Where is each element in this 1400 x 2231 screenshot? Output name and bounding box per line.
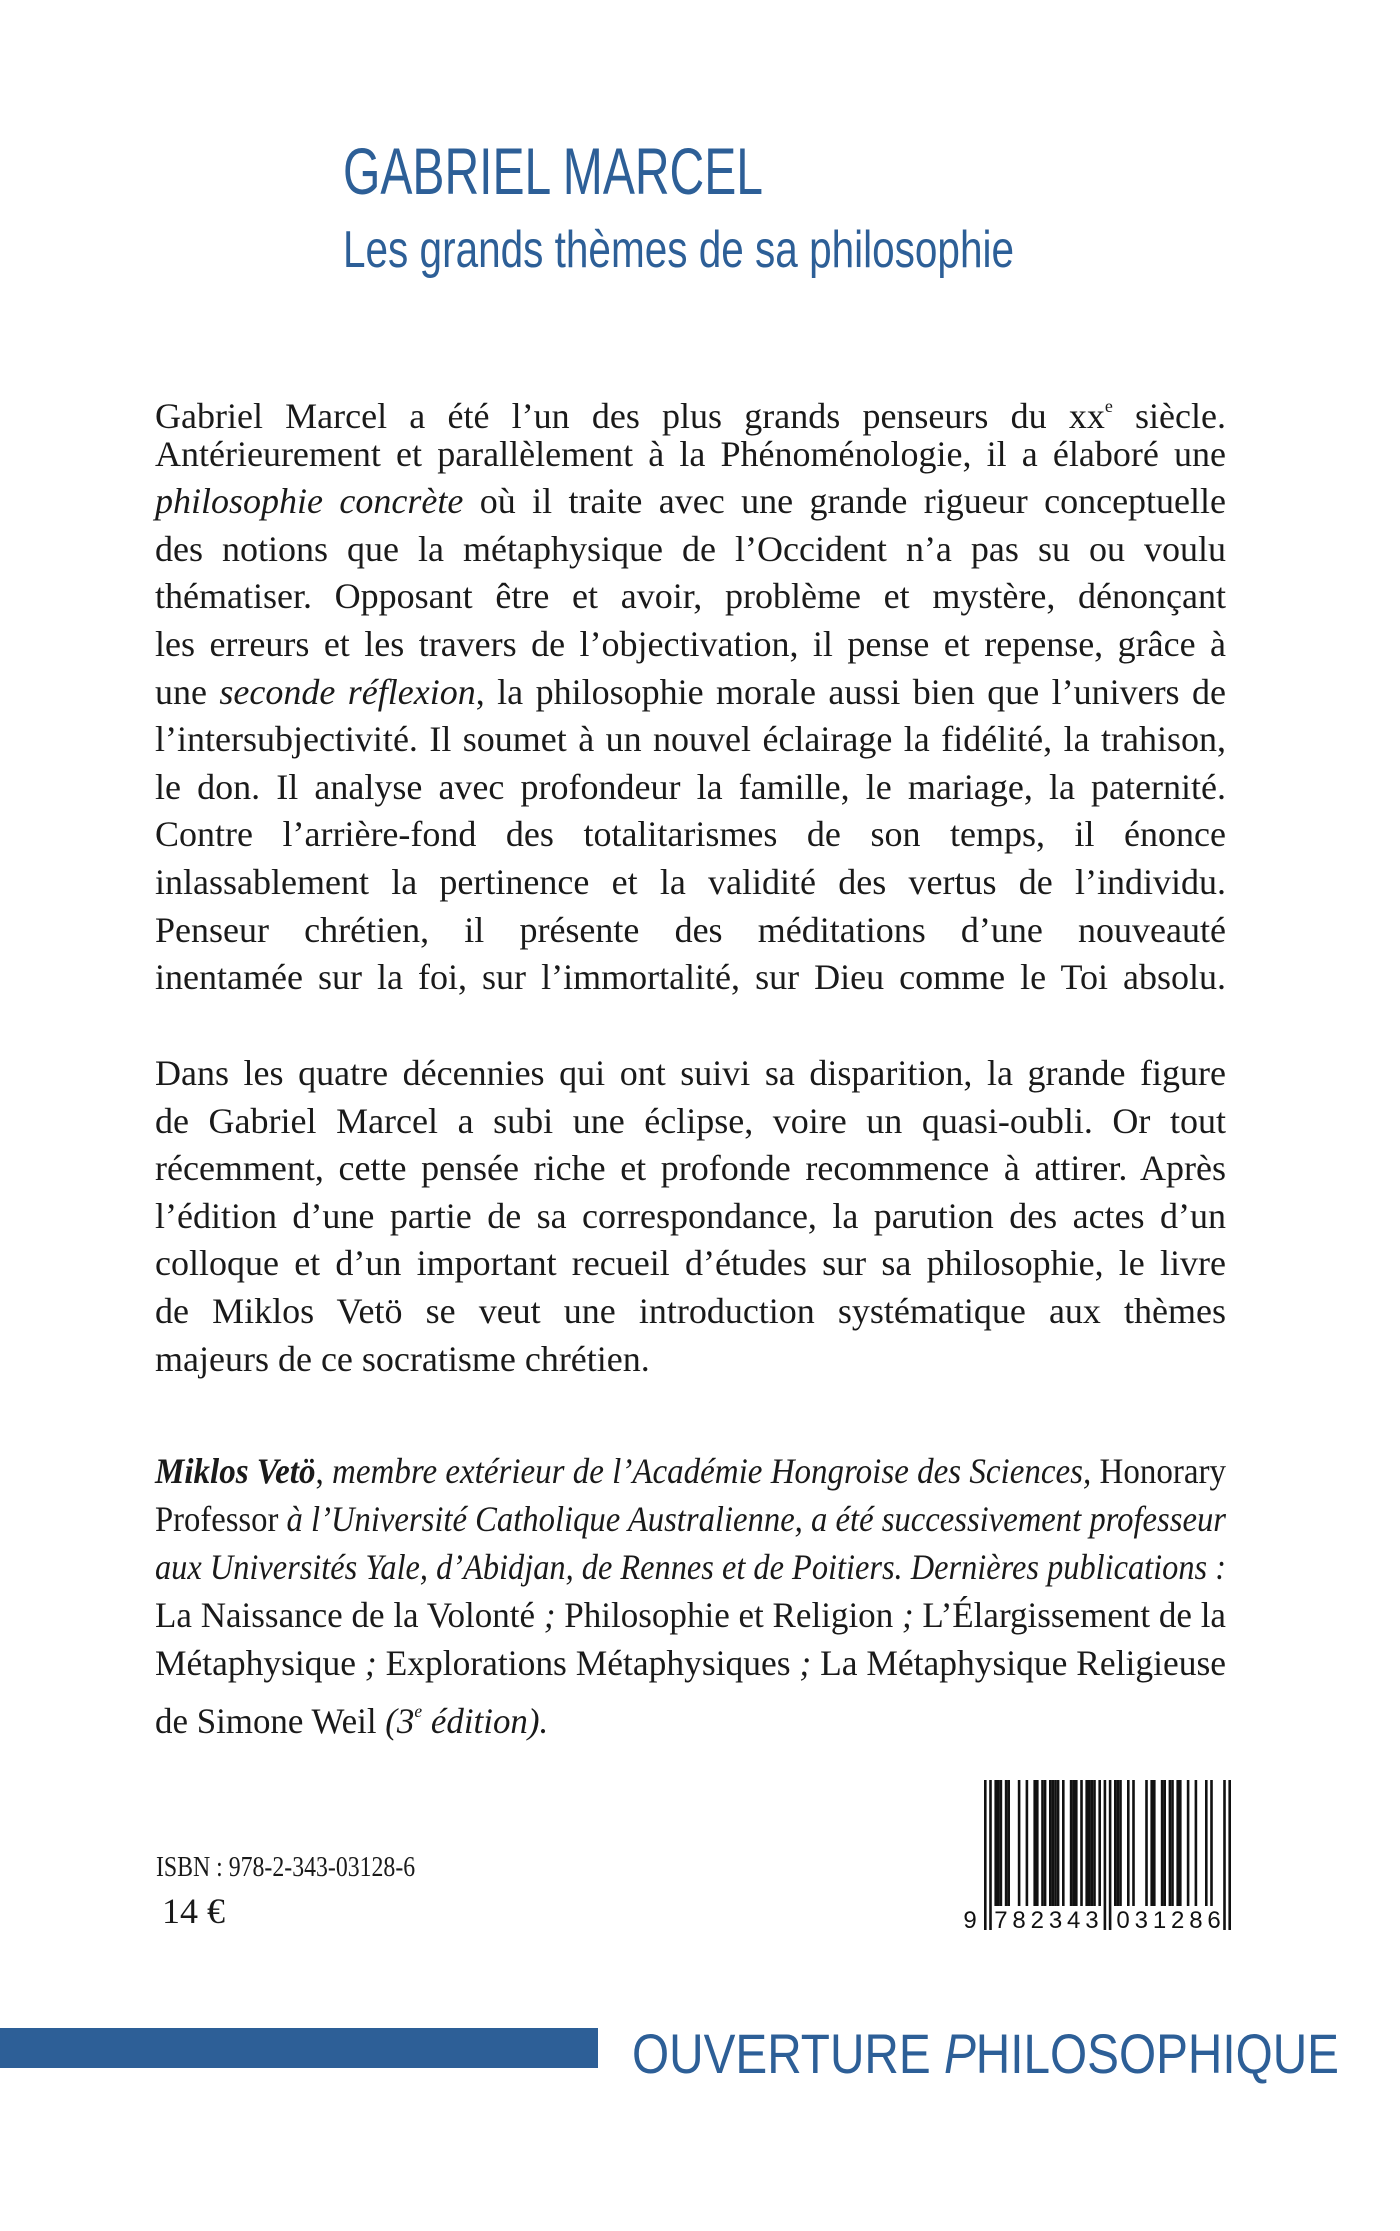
text-segment: inlassablement la pertinence et la validité des vertus de l’individu. [155,861,1226,902]
text-segment: Professor [155,1499,287,1539]
text-line-content [155,1145,1226,1193]
barcode-bar [1026,1780,1029,1906]
blurb-paragraph-2 [155,1050,1226,1383]
book-title: GABRIEL MARCEL [343,134,763,208]
text-line-content [155,621,1226,669]
barcode-bar [1117,1780,1120,1906]
text-segment: Penseur chrétien, il présente des méditations d’une nouveauté [155,909,1226,950]
barcode-bar [1070,1780,1073,1906]
barcode-bar [1093,1780,1096,1906]
text-line [155,1098,1226,1146]
barcode-bar [1005,1780,1008,1906]
text-line [155,1448,1226,1496]
barcode-bar [994,1780,997,1906]
text-line-content [155,1193,1226,1241]
barcode-bar [1161,1780,1164,1906]
text-segment: des notions que la métaphysique de l’Occident n’a pas su ou voulu [155,528,1226,569]
text-line [155,383,1226,437]
barcode-bar [1153,1780,1156,1906]
text-line [155,859,1226,907]
barcode-bar [1054,1780,1057,1906]
barcode-bar [1210,1780,1213,1906]
text-segment: de Gabriel Marcel a subi une éclipse, voire un quasi-oubli. Or tout [155,1100,1226,1141]
barcode-bar [1072,1780,1075,1906]
text-line-content [155,1640,1226,1688]
text-line-content [155,1050,1226,1098]
barcode-digit: 3 [1085,1907,1099,1934]
barcode-bar [1195,1780,1198,1906]
text-line-content [155,811,1226,859]
text-line-content [155,1688,548,1746]
text-segment: seconde réflexion [219,671,476,712]
text-segment: ; [799,1643,812,1683]
text-line-content [155,526,1226,574]
text-segment: où il traite avec une grande rigueur conceptuelle [463,481,1227,522]
barcode-digit: 6 [1207,1907,1221,1934]
text-line-content [155,1448,1226,1496]
text-segment: à l’Université Catholique Australienne, a été successivement professeur [286,1499,1226,1539]
barcode-bar [1049,1780,1052,1906]
price-text: 14 € [162,1891,225,1931]
barcode-bar [1104,1780,1107,1930]
text-segment: (3 [385,1701,415,1742]
text-line [155,573,1226,621]
text-segment: membre extérieur de l’Académie Hongroise des Sciences, [331,1451,1092,1491]
barcode-icon [962,1776,1252,1936]
barcode-bar [1171,1780,1174,1906]
barcode-bar [1187,1780,1190,1906]
text-line-content [155,716,1226,764]
barcode-digit: 9 [963,1907,977,1934]
barcode-bar [1176,1780,1179,1906]
text-segment: e [414,1701,423,1721]
text-line [155,954,1226,1002]
barcode-bar [1179,1780,1182,1906]
text-segment: l’édition d’une partie de sa correspondance, la parution des actes d’un [155,1195,1226,1236]
barcode-bar [1223,1780,1226,1930]
barcode-digit: 3 [1048,1907,1063,1934]
isbn-text: ISBN : 978-2-343-03128-6 [156,1852,416,1883]
text-line [155,1193,1226,1241]
barcode-bar [997,1780,1000,1906]
barcode-bar [1007,1780,1010,1906]
text-segment: philosophie concrète [155,481,464,522]
barcode-bar [1132,1780,1135,1906]
text-line [155,1336,1226,1384]
barcode-digit: 2 [1171,1907,1185,1934]
text-line-content [155,859,1226,907]
text-segment: Métaphysique [155,1643,365,1683]
text-line [155,811,1226,859]
text-line-content [155,954,1226,1002]
text-segment: Contre l’arrière-fond des totalitarismes de son temps, il énonce [155,814,1226,855]
text-segment: Honorary [1091,1451,1226,1491]
series-name [632,2024,1339,2084]
text-segment: inentamée sur la foi, sur l’immortalité, sur Dieu comme le Toi absolu. [155,957,1226,998]
barcode-bar [1044,1780,1047,1906]
text-segment: Dans les quatre décennies qui ont suivi sa disparition, la grande figure [155,1053,1226,1093]
text-line [155,1145,1226,1193]
text-segment: de Miklos Vetö se veut une introduction systématique aux thèmes [155,1290,1226,1331]
text-segment: Miklos Vetö [155,1451,316,1491]
text-line-content [155,1592,1226,1640]
text-segment: thématiser. Opposant être et avoir, problème et mystère, dénonçant [155,576,1226,617]
text-line [155,1240,1226,1288]
author-bio-paragraph [155,1448,1226,1742]
barcode-bar [1088,1780,1091,1906]
barcode-bar [1091,1780,1094,1906]
text-line [155,431,1226,479]
text-segment: e [1104,396,1113,416]
barcode-bar [1119,1780,1122,1906]
text-segment: Philosophie et Religion [555,1595,902,1635]
barcode-bar [1098,1780,1101,1906]
barcode-bar [1205,1780,1208,1906]
barcode-bar [1018,1780,1021,1906]
text-line-content [155,431,1226,479]
barcode-bar [1036,1780,1039,1906]
barcode-bar [1052,1780,1055,1906]
barcode-digit: 8 [1012,1907,1026,1934]
text-line-content [155,478,1226,526]
blurb-paragraph-1 [155,383,1226,1002]
text-line-content [155,573,1226,621]
text-segment: colloque et d’un important recueil d’études sur sa philosophie, le livre [155,1243,1226,1284]
text-line-content [155,1496,1226,1544]
text-segment: La Naissance de la Volonté [155,1595,544,1635]
text-line [155,526,1226,574]
barcode-digit: 3 [1134,1907,1148,1934]
text-segment: , [315,1451,332,1491]
text-line [155,1544,1226,1592]
text-segment: L’Élargissement de la [913,1595,1226,1635]
barcode-bar [1169,1780,1172,1906]
barcode-bar [1075,1780,1078,1906]
text-segment: Explorations Métaphysiques [376,1643,800,1683]
text-segment: Gabriel Marcel a été l’un des plus grands penseurs du xx [155,396,1105,437]
text-segment: ; [901,1595,914,1635]
text-segment: le don. Il analyse avec profondeur la famille, le mariage, la paternité. [155,766,1226,807]
barcode-bar [1033,1780,1036,1906]
text-segment: l’intersubjectivité. Il soumet à un nouvel éclairage la fidélité, la trahison, [155,719,1226,760]
text-line-content [155,669,1226,717]
text-line-content [155,1336,650,1384]
barcode-digit: 0 [1116,1907,1130,1934]
barcode-digit: 8 [1189,1907,1203,1934]
series-name-initial: P [943,2022,976,2085]
text-line-content [155,764,1226,812]
text-segment: aux Universités Yale, d’Abidjan, de Rennes et de Poitiers. Dernières publications : [155,1547,1226,1587]
text-line [155,1592,1226,1640]
barcode-bar [1163,1780,1166,1906]
barcode-bar [1127,1780,1130,1906]
text-line [155,1640,1226,1688]
text-line [155,669,1226,717]
barcode-bar [1109,1780,1112,1930]
text-line [155,1288,1226,1336]
barcode-bar [1114,1780,1117,1906]
text-segment: récemment, cette pensée riche et profonde recommence à attirer. Après [155,1148,1226,1189]
text-segment: , la philosophie morale aussi bien que l’univers de [475,671,1226,712]
barcode-bar [1057,1780,1060,1906]
text-line-content [155,1544,1226,1592]
barcode-bar [1145,1780,1148,1906]
text-segment: majeurs de ce socratisme chrétien. [155,1338,650,1379]
text-line-content [155,1098,1226,1146]
text-segment: édition). [422,1701,549,1742]
barcode-bar [1080,1780,1083,1906]
barcode-bar [1041,1780,1044,1906]
text-segment: les erreurs et les travers de l’objectivation, il pense et repense, grâce à [155,623,1226,664]
text-line [155,1050,1226,1098]
barcode-digit: 4 [1067,1907,1081,1934]
text-line [155,716,1226,764]
text-line [155,764,1226,812]
text-segment: siècle. [1112,396,1226,437]
barcode-bar [1062,1780,1065,1906]
text-line-content [155,907,1226,955]
text-line [155,1496,1226,1544]
text-line [155,907,1226,955]
series-name-part1: OUVERTURE [632,2022,944,2085]
book-subtitle: Les grands thèmes de sa philosophie [343,221,1014,279]
barcode-digit: 1 [1152,1907,1167,1934]
barcode-bar [989,1780,992,1930]
text-line [155,478,1226,526]
series-color-bar [0,2028,598,2068]
text-line [155,621,1226,669]
barcode-digit: 2 [1030,1907,1044,1934]
barcode-bar [984,1780,987,1930]
text-segment: Antérieurement et parallèlement à la Phénoménologie, il a élaboré une [155,433,1226,474]
text-segment: de Simone Weil [155,1701,386,1742]
text-segment: La Métaphysique Religieuse [811,1643,1226,1683]
barcode-bar [1228,1780,1231,1930]
barcode-bar [1085,1780,1088,1906]
text-line-content [155,1240,1226,1288]
barcode-bar [1000,1780,1003,1906]
barcode-bar [1150,1780,1153,1906]
text-segment: une [155,671,220,712]
barcode-digit: 7 [994,1907,1008,1934]
series-name-part2: HILOSOPHIQUE [975,2022,1339,2085]
text-segment: ; [364,1643,377,1683]
text-line-content [155,1288,1226,1336]
text-line [155,1688,1226,1742]
text-segment: ; [543,1595,556,1635]
